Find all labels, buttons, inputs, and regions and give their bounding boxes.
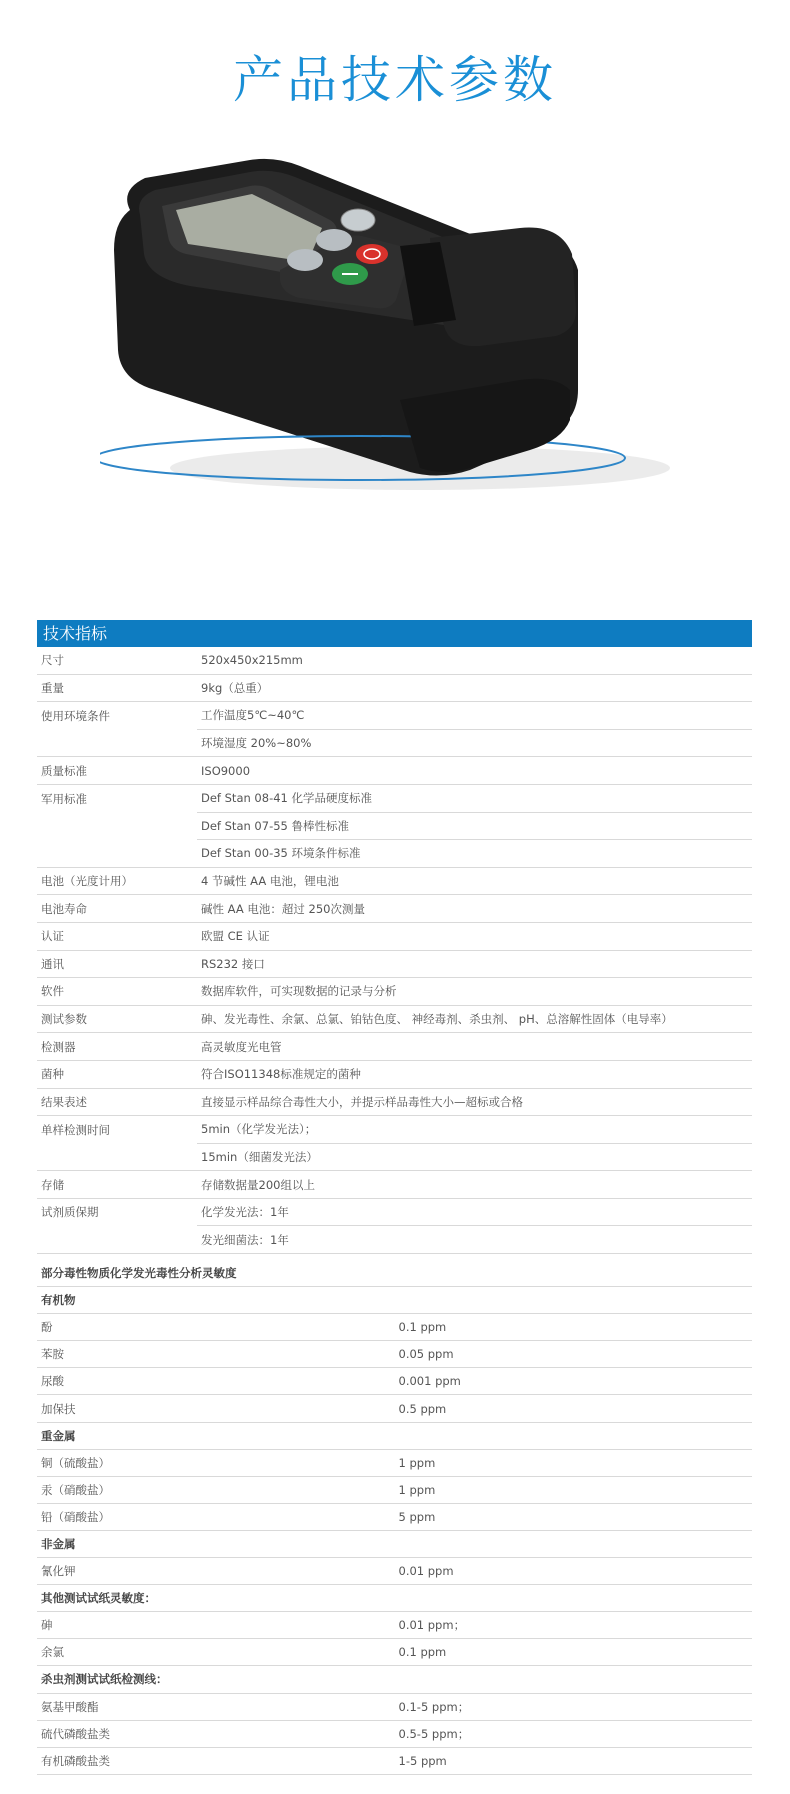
light-button-icon bbox=[341, 209, 375, 231]
spec-label: 试剂质保期 bbox=[41, 1205, 99, 1220]
sensitivity-value: 0.1-5 ppm； bbox=[395, 1693, 753, 1720]
sensitivity-label: 酚 bbox=[37, 1314, 395, 1341]
spec-label bbox=[37, 812, 197, 840]
spec-value: 520x450x215mm bbox=[197, 647, 752, 674]
spec-value: 4 节碱性 AA 电池，锂电池 bbox=[197, 867, 752, 895]
sensitivity-value: 1-5 ppm bbox=[395, 1747, 753, 1774]
spec-row bbox=[37, 1005, 752, 1033]
sensitivity-row bbox=[37, 1612, 752, 1639]
page-title: 产品技术参数 bbox=[233, 51, 557, 109]
sensitivity-label: 苯胺 bbox=[37, 1341, 395, 1368]
spec-label: 菌种 bbox=[37, 1060, 197, 1088]
spec-value: Def Stan 08-41 化学品硬度标准 bbox=[201, 791, 373, 806]
sensitivity-row bbox=[37, 1720, 752, 1747]
spec-value: 化学发光法：1年 bbox=[201, 1205, 289, 1220]
sensitivity-group-label: 杀虫剂测试试纸检测线： bbox=[37, 1666, 752, 1693]
spec-row bbox=[37, 647, 752, 674]
spec-value: RS232 接口 bbox=[197, 950, 752, 978]
sensitivity-group-row bbox=[37, 1666, 752, 1693]
sensitivity-group-label: 非金属 bbox=[37, 1530, 752, 1557]
sensitivity-value: 5 ppm bbox=[395, 1503, 753, 1530]
spec-table bbox=[37, 647, 752, 1254]
spec-value: 9kg（总重） bbox=[197, 674, 752, 702]
sensitivity-row bbox=[37, 1693, 752, 1720]
sensitivity-row bbox=[37, 1341, 752, 1368]
sensitivity-title-row bbox=[37, 1260, 752, 1287]
printer-housing bbox=[430, 228, 576, 347]
sensitivity-label: 尿酸 bbox=[37, 1368, 395, 1395]
product-image bbox=[100, 150, 720, 570]
sensitivity-label: 氨基甲酸酯 bbox=[37, 1693, 395, 1720]
sensitivity-row bbox=[37, 1368, 752, 1395]
spec-row bbox=[37, 1198, 752, 1226]
spec-label: 软件 bbox=[37, 978, 197, 1006]
sensitivity-value: 0.01 ppm； bbox=[395, 1612, 753, 1639]
sensitivity-row bbox=[37, 1558, 752, 1585]
spec-value: 砷、发光毒性、余氯、总氯、铂钴色度、 神经毒剂、杀虫剂、 pH、总溶解性固体（电导率） bbox=[197, 1005, 752, 1033]
sensitivity-value: 0.01 ppm bbox=[395, 1558, 753, 1585]
spec-label: 重量 bbox=[37, 674, 197, 702]
spec-row bbox=[37, 840, 752, 868]
spec-value: 工作温度5℃~40℃ bbox=[201, 708, 305, 723]
sensitivity-row bbox=[37, 1639, 752, 1666]
spec-row bbox=[37, 702, 752, 730]
spec-label: 检测器 bbox=[37, 1033, 197, 1061]
spec-row bbox=[37, 1171, 752, 1199]
sensitivity-group-label: 其他测试试纸灵敏度： bbox=[37, 1585, 752, 1612]
sensitivity-label: 硫代磷酸盐类 bbox=[37, 1720, 395, 1747]
spec-value: 高灵敏度光电管 bbox=[197, 1033, 752, 1061]
spec-value: 发光细菌法：1年 bbox=[197, 1226, 752, 1254]
spec-label bbox=[37, 729, 197, 757]
sensitivity-group-row bbox=[37, 1287, 752, 1314]
spec-label: 测试参数 bbox=[37, 1005, 197, 1033]
spec-label: 使用环境条件 bbox=[41, 708, 110, 723]
sensitivity-value: 0.1 ppm bbox=[395, 1314, 753, 1341]
sensitivity-label: 铜（硫酸盐） bbox=[37, 1449, 395, 1476]
spec-label bbox=[37, 840, 197, 868]
spec-header: 技术指标 bbox=[37, 620, 752, 647]
sensitivity-label: 加保扶 bbox=[37, 1395, 395, 1422]
sensitivity-row bbox=[37, 1503, 752, 1530]
spec-row bbox=[37, 1033, 752, 1061]
sensitivity-row bbox=[37, 1395, 752, 1422]
spec-row bbox=[37, 1143, 752, 1171]
sensitivity-group-label: 有机物 bbox=[37, 1287, 752, 1314]
grey-button-icon bbox=[316, 229, 352, 251]
spec-label: 军用标准 bbox=[41, 791, 87, 806]
spec-label bbox=[37, 1226, 197, 1254]
sensitivity-label: 氰化钾 bbox=[37, 1558, 395, 1585]
sensitivity-title: 部分毒性物质化学发光毒性分析灵敏度 bbox=[37, 1260, 752, 1287]
spec-value: Def Stan 07-55 鲁棒性标准 bbox=[197, 812, 752, 840]
spec-row bbox=[37, 729, 752, 757]
spec-label: 认证 bbox=[37, 922, 197, 950]
spec-value: 符合ISO11348标准规定的菌种 bbox=[197, 1060, 752, 1088]
sensitivity-group-label: 重金属 bbox=[37, 1422, 752, 1449]
sensitivity-label: 有机磷酸盐类 bbox=[37, 1747, 395, 1774]
spec-value: 数据库软件，可实现数据的记录与分析 bbox=[197, 978, 752, 1006]
spec-row bbox=[37, 895, 752, 923]
sensitivity-label: 砷 bbox=[37, 1612, 395, 1639]
spec-label: 通讯 bbox=[37, 950, 197, 978]
sensitivity-row bbox=[37, 1747, 752, 1774]
spec-row bbox=[37, 1060, 752, 1088]
spec-row bbox=[37, 978, 752, 1006]
spec-value: Def Stan 00-35 环境条件标准 bbox=[197, 840, 752, 868]
spec-value: 5min（化学发光法）； bbox=[201, 1122, 317, 1137]
spec-label: 电池寿命 bbox=[37, 895, 197, 923]
spec-label: 存储 bbox=[37, 1171, 197, 1199]
sensitivity-row bbox=[37, 1449, 752, 1476]
spec-section bbox=[37, 620, 752, 1254]
sensitivity-group-row bbox=[37, 1422, 752, 1449]
spec-label: 尺寸 bbox=[37, 647, 197, 674]
sensitivity-value: 1 ppm bbox=[395, 1476, 753, 1503]
spec-label: 电池（光度计用） bbox=[37, 867, 197, 895]
sensitivity-label: 汞（硝酸盐） bbox=[37, 1476, 395, 1503]
spec-value: 直接显示样品综合毒性大小，并提示样品毒性大小—超标或合格 bbox=[197, 1088, 752, 1116]
sensitivity-row bbox=[37, 1476, 752, 1503]
spec-value: 存储数据量200组以上 bbox=[197, 1171, 752, 1199]
spec-label bbox=[37, 1143, 197, 1171]
sensitivity-table bbox=[37, 1260, 752, 1775]
spec-row bbox=[37, 1088, 752, 1116]
sensitivity-row bbox=[37, 1314, 752, 1341]
spec-row bbox=[37, 812, 752, 840]
spec-value: ISO9000 bbox=[197, 757, 752, 785]
sensitivity-group-row bbox=[37, 1530, 752, 1557]
sensitivity-group-row bbox=[37, 1585, 752, 1612]
spec-row bbox=[37, 784, 752, 812]
spec-value: 环境湿度 20%~80% bbox=[197, 729, 752, 757]
sensitivity-value: 0.5-5 ppm； bbox=[395, 1720, 753, 1747]
sensitivity-label: 余氯 bbox=[37, 1639, 395, 1666]
spec-value: 碱性 AA 电池：超过 250次测量 bbox=[197, 895, 752, 923]
sensitivity-value: 0.001 ppm bbox=[395, 1368, 753, 1395]
sensitivity-value: 0.5 ppm bbox=[395, 1395, 753, 1422]
grey-button-icon bbox=[287, 249, 323, 271]
spec-row bbox=[37, 674, 752, 702]
sensitivity-section bbox=[37, 1260, 752, 1775]
spec-row bbox=[37, 867, 752, 895]
red-power-button-icon bbox=[356, 244, 388, 264]
spec-label: 结果表述 bbox=[37, 1088, 197, 1116]
spec-row bbox=[37, 757, 752, 785]
spec-label: 质量标准 bbox=[37, 757, 197, 785]
spec-value: 欧盟 CE 认证 bbox=[197, 922, 752, 950]
sensitivity-value: 1 ppm bbox=[395, 1449, 753, 1476]
spec-value: 15min（细菌发光法） bbox=[197, 1143, 752, 1171]
sensitivity-value: 0.1 ppm bbox=[395, 1639, 753, 1666]
spec-row bbox=[37, 1116, 752, 1144]
spec-row bbox=[37, 922, 752, 950]
spec-row bbox=[37, 1226, 752, 1254]
spec-row bbox=[37, 950, 752, 978]
spec-label: 单样检测时间 bbox=[41, 1122, 110, 1137]
sensitivity-label: 铅（硝酸盐） bbox=[37, 1503, 395, 1530]
sensitivity-value: 0.05 ppm bbox=[395, 1341, 753, 1368]
